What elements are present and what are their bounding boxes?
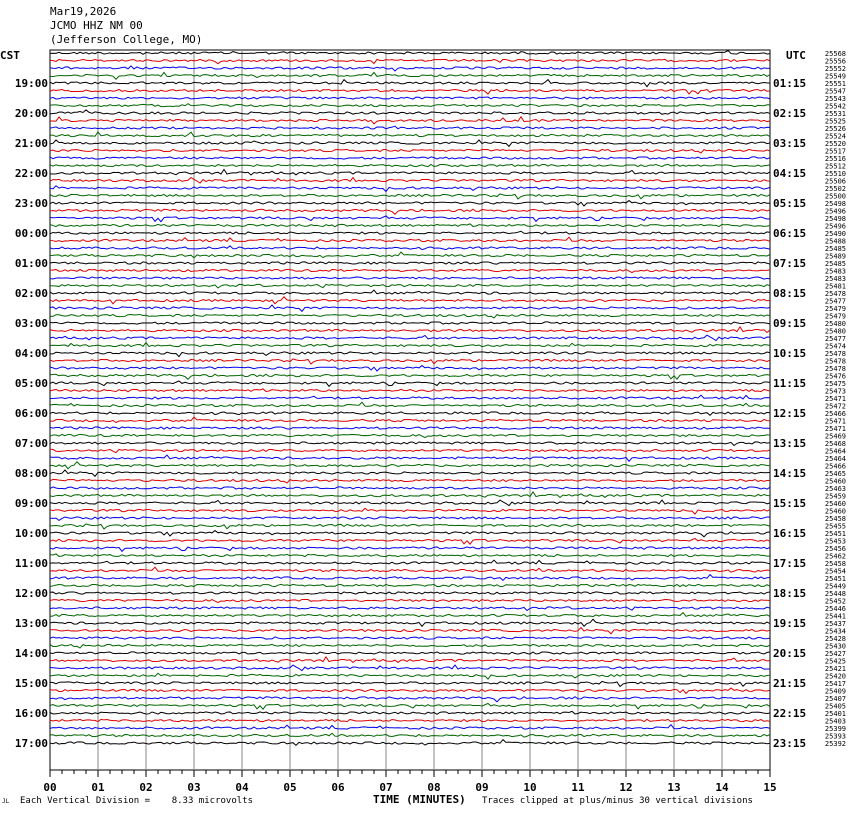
trace-count-label: 25526 [824, 125, 846, 133]
seismic-trace [50, 402, 770, 406]
trace-count-label: 25531 [824, 110, 846, 118]
x-tick-label: 03 [187, 781, 201, 794]
trace-count-label: 25466 [824, 462, 846, 471]
trace-count-label: 25490 [824, 230, 846, 238]
trace-count-label: 25472 [824, 402, 846, 411]
seismic-trace [50, 725, 770, 729]
seismic-trace [50, 352, 770, 357]
seismic-trace [50, 554, 770, 557]
seismic-trace [50, 427, 770, 429]
trace-count-label: 25481 [824, 282, 846, 291]
seismic-trace [50, 733, 770, 737]
seismic-trace [50, 209, 770, 214]
right-hour-label: 06:15 [773, 227, 807, 240]
trace-count-label: 25496 [824, 222, 846, 231]
seismic-trace [50, 599, 770, 602]
trace-count-label: 25464 [824, 455, 846, 463]
seismic-trace [50, 335, 770, 341]
x-tick-label: 11 [571, 781, 585, 794]
right-timezone-label: UTC [786, 49, 806, 62]
trace-count-label: 25454 [824, 567, 846, 576]
left-hour-label: 10:00 [14, 527, 48, 540]
trace-count-label: 25460 [824, 500, 846, 508]
right-hour-label: 18:15 [773, 587, 807, 600]
seismic-trace [50, 665, 770, 671]
trace-count-label: 25428 [824, 635, 846, 643]
x-tick-label: 09 [475, 781, 489, 794]
left-hour-label: 07:00 [14, 437, 48, 450]
trace-count-label: 25480 [824, 320, 846, 328]
trace-count-label: 25417 [824, 680, 846, 688]
left-hour-label: 15:00 [14, 677, 48, 690]
left-hour-label: 01:00 [14, 257, 48, 270]
trace-count-label: 25471 [824, 395, 846, 403]
left-hour-label: 05:00 [14, 377, 48, 390]
seismic-trace [50, 412, 770, 416]
trace-count-label: 25478 [824, 357, 846, 366]
seismic-trace [50, 80, 770, 87]
seismic-trace [50, 262, 770, 264]
right-hour-label: 04:15 [773, 167, 807, 180]
trace-count-label: 25401 [824, 710, 846, 718]
trace-count-label: 25434 [824, 627, 846, 636]
seismic-trace [50, 343, 770, 347]
seismic-trace [50, 50, 770, 54]
seismic-trace [50, 366, 770, 371]
right-hour-label: 22:15 [773, 707, 807, 720]
station-code: JCMO HHZ NM 00 [50, 19, 143, 32]
seismic-trace [50, 59, 770, 63]
trace-count-label: 25452 [824, 597, 846, 606]
right-hour-label: 12:15 [773, 407, 807, 420]
trace-count-label: 25427 [824, 650, 846, 658]
trace-count-label: 25421 [824, 665, 846, 673]
trace-count-label: 25393 [824, 732, 846, 741]
seismic-trace [50, 395, 770, 399]
left-hour-label: 14:00 [14, 647, 48, 660]
trace-count-label: 25496 [824, 207, 846, 216]
trace-count-label: 25455 [824, 522, 846, 531]
seismic-trace [50, 592, 770, 594]
trace-count-label: 25459 [824, 492, 846, 501]
left-hour-label: 08:00 [14, 467, 48, 480]
right-hour-label: 10:15 [773, 347, 807, 360]
seismic-trace [50, 381, 770, 386]
seismic-trace [50, 201, 770, 206]
seismic-trace [50, 487, 770, 489]
trace-count-label: 25449 [824, 582, 846, 591]
x-tick-label: 01 [91, 781, 105, 794]
trace-count-label: 25477 [824, 335, 846, 343]
x-tick-label: 02 [139, 781, 153, 794]
x-tick-label: 08 [427, 781, 441, 794]
seismic-trace [50, 560, 770, 564]
x-tick-label: 04 [235, 781, 249, 794]
trace-count-label: 25543 [824, 95, 846, 103]
corner-mark: JL [2, 798, 10, 805]
trace-count-label: 25407 [824, 695, 846, 703]
seismic-trace [50, 194, 770, 199]
trace-count-label: 25403 [824, 717, 846, 726]
plot-date: Mar19,2026 [50, 5, 117, 18]
trace-count-label: 25483 [824, 275, 846, 283]
seismic-trace [50, 575, 770, 581]
trace-count-label: 25471 [824, 417, 846, 426]
trace-count-label: 25551 [824, 80, 846, 88]
trace-count-label: 25488 [824, 237, 846, 246]
seismic-trace [50, 72, 770, 79]
trace-count-label: 25524 [824, 132, 846, 141]
seismic-trace [50, 327, 770, 333]
seismic-trace [50, 246, 770, 250]
seismic-trace [50, 470, 770, 476]
right-hour-label: 11:15 [773, 377, 807, 390]
seismic-trace [50, 652, 770, 654]
trace-count-label: 25556 [824, 57, 846, 66]
trace-count-label: 25468 [824, 440, 846, 448]
seismic-trace [50, 322, 770, 324]
right-hour-label: 01:15 [773, 77, 807, 90]
seismic-trace [50, 89, 770, 94]
seismic-trace [50, 359, 770, 364]
seismic-trace [50, 374, 770, 379]
seismic-trace [50, 688, 770, 693]
left-hour-label: 22:00 [14, 167, 48, 180]
trace-count-label: 25485 [824, 260, 846, 268]
trace-count-label: 25446 [824, 605, 846, 613]
seismic-trace [50, 169, 770, 175]
trace-count-label: 25510 [824, 170, 846, 178]
seismic-trace [50, 237, 770, 241]
left-hour-label: 17:00 [14, 737, 48, 750]
trace-count-label: 25479 [824, 312, 846, 321]
x-axis-title: TIME (MINUTES) [373, 793, 466, 806]
trace-count-label: 25448 [824, 590, 846, 598]
right-hour-label: 23:15 [773, 737, 807, 750]
seismic-trace [50, 524, 770, 529]
trace-count-label: 25479 [824, 305, 846, 313]
x-tick-label: 00 [43, 781, 57, 794]
seismic-trace [50, 314, 770, 318]
seismic-trace [50, 449, 770, 452]
seismic-trace [50, 277, 770, 279]
seismic-trace [50, 637, 770, 639]
seismic-trace [50, 711, 770, 714]
trace-count-label: 25425 [824, 657, 846, 666]
trace-count-label: 25451 [824, 575, 846, 583]
trace-count-label: 25476 [824, 372, 846, 381]
left-hour-label: 09:00 [14, 497, 48, 510]
trace-count-label: 25464 [824, 447, 846, 456]
seismic-trace [50, 110, 770, 114]
seismic-trace [50, 140, 770, 146]
seismic-trace [50, 492, 770, 498]
station-location: (Jefferson College, MO) [50, 33, 203, 46]
trace-count-label: 25466 [824, 410, 846, 418]
trace-count-label: 25441 [824, 612, 846, 621]
trace-count-label: 25451 [824, 530, 846, 538]
seismic-trace [50, 644, 770, 648]
left-timezone-label: CST [0, 49, 20, 62]
x-tick-label: 10 [523, 781, 537, 794]
seismic-trace [50, 284, 770, 288]
seismic-trace [50, 216, 770, 222]
trace-count-label: 25498 [824, 215, 846, 223]
seismic-trace [50, 252, 770, 258]
left-hour-label: 23:00 [14, 197, 48, 210]
right-hour-label: 15:15 [773, 497, 807, 510]
seismic-trace [50, 567, 770, 572]
trace-count-label: 25502 [824, 185, 846, 193]
trace-count-label: 25478 [824, 290, 846, 298]
left-hour-label: 13:00 [14, 617, 48, 630]
seismic-trace [50, 538, 770, 544]
clip-note: Traces clipped at plus/minus 30 vertical divisions [482, 796, 753, 806]
seismic-trace [50, 547, 770, 551]
right-hour-label: 02:15 [773, 107, 807, 120]
seismic-trace [50, 224, 770, 227]
trace-count-label: 25500 [824, 192, 846, 201]
trace-count-label: 25399 [824, 725, 846, 733]
trace-count-label: 25458 [824, 515, 846, 523]
seismic-trace [50, 389, 770, 392]
right-hour-label: 20:15 [773, 647, 807, 660]
seismic-trace [50, 508, 770, 514]
x-tick-label: 13 [667, 781, 681, 794]
seismic-trace [50, 628, 770, 634]
seismic-trace [50, 434, 770, 437]
left-hour-label: 03:00 [14, 317, 48, 330]
trace-count-label: 25498 [824, 200, 846, 208]
trace-count-label: 25568 [824, 50, 846, 58]
x-tick-label: 15 [763, 781, 777, 794]
trace-count-label: 25542 [824, 102, 846, 111]
seismic-trace [50, 584, 770, 586]
seismic-trace [50, 231, 770, 234]
trace-count-label: 25474 [824, 342, 846, 351]
trace-count-label: 25547 [824, 87, 846, 96]
right-hour-label: 19:15 [773, 617, 807, 630]
trace-count-label: 25552 [824, 65, 846, 73]
seismic-trace [50, 305, 770, 311]
left-hour-label: 11:00 [14, 557, 48, 570]
right-hour-label: 08:15 [773, 287, 807, 300]
trace-count-label: 25458 [824, 560, 846, 568]
right-hour-label: 14:15 [773, 467, 807, 480]
trace-count-label: 25430 [824, 642, 846, 651]
trace-count-label: 25517 [824, 147, 846, 156]
right-hour-label: 13:15 [773, 437, 807, 450]
seismic-trace [50, 132, 770, 137]
seismic-trace [50, 164, 770, 166]
seismic-trace [50, 462, 770, 469]
trace-count-label: 25392 [824, 740, 846, 748]
seismic-trace [50, 613, 770, 617]
seismic-trace [50, 673, 770, 679]
right-hour-label: 07:15 [773, 257, 807, 270]
seismic-trace [50, 531, 770, 537]
trace-count-label: 25465 [824, 470, 846, 478]
trace-count-label: 25456 [824, 545, 846, 553]
seismic-trace [50, 681, 770, 686]
trace-count-label: 25409 [824, 687, 846, 696]
seismic-trace [50, 417, 770, 423]
seismic-trace [50, 719, 770, 722]
scale-note: Each Vertical Division = 8.33 microvolts [20, 796, 253, 806]
right-hour-label: 17:15 [773, 557, 807, 570]
trace-count-label: 25525 [824, 117, 846, 126]
x-tick-label: 05 [283, 781, 297, 794]
trace-count-label: 25489 [824, 252, 846, 261]
seismic-trace [50, 117, 770, 124]
seismic-trace [50, 178, 770, 184]
seismic-trace [50, 126, 770, 129]
trace-count-label: 25477 [824, 297, 846, 306]
trace-count-label: 25478 [824, 365, 846, 373]
trace-count-label: 25549 [824, 72, 846, 81]
seismic-trace [50, 66, 770, 71]
seismic-trace [50, 455, 770, 461]
right-hour-label: 21:15 [773, 677, 807, 690]
trace-count-label: 25460 [824, 477, 846, 486]
x-tick-label: 06 [331, 781, 345, 794]
left-hour-label: 21:00 [14, 137, 48, 150]
trace-count-label: 25437 [824, 620, 846, 628]
trace-count-label: 25520 [824, 140, 846, 148]
seismic-trace [50, 104, 770, 107]
seismic-trace [50, 619, 770, 626]
seismic-trace [50, 149, 770, 153]
trace-count-label: 25469 [824, 432, 846, 441]
right-hour-label: 05:15 [773, 197, 807, 210]
trace-count-label: 25480 [824, 327, 846, 336]
seismic-trace [50, 500, 770, 506]
seismic-trace [50, 479, 770, 483]
seismic-trace [50, 657, 770, 663]
seismic-trace [50, 740, 770, 746]
seismic-trace [50, 703, 770, 709]
x-tick-label: 12 [619, 781, 633, 794]
left-hour-label: 04:00 [14, 347, 48, 360]
trace-count-label: 25485 [824, 245, 846, 253]
seismic-trace [50, 186, 770, 192]
trace-count-label: 25516 [824, 155, 846, 163]
trace-count-label: 25420 [824, 672, 846, 681]
seismic-trace [50, 269, 770, 272]
trace-count-label: 25405 [824, 702, 846, 711]
trace-count-label: 25478 [824, 350, 846, 358]
seismic-trace [50, 297, 770, 304]
seismic-trace [50, 442, 770, 446]
trace-count-label: 25506 [824, 177, 846, 186]
x-tick-label: 14 [715, 781, 729, 794]
seismic-trace [50, 97, 770, 99]
seismic-trace [50, 697, 770, 702]
trace-count-label: 25512 [824, 162, 846, 171]
trace-count-label: 25471 [824, 425, 846, 433]
left-hour-label: 20:00 [14, 107, 48, 120]
seismic-trace [50, 607, 770, 611]
trace-count-label: 25453 [824, 537, 846, 546]
trace-count-label: 25483 [824, 267, 846, 276]
trace-count-label: 25462 [824, 552, 846, 561]
seismic-trace [50, 290, 770, 294]
seismic-trace [50, 157, 770, 159]
left-hour-label: 02:00 [14, 287, 48, 300]
left-hour-label: 19:00 [14, 77, 48, 90]
trace-count-label: 25460 [824, 507, 846, 516]
right-hour-label: 09:15 [773, 317, 807, 330]
right-hour-label: 03:15 [773, 137, 807, 150]
trace-count-label: 25473 [824, 387, 846, 396]
right-hour-label: 16:15 [773, 527, 807, 540]
x-tick-label: 07 [379, 781, 393, 794]
trace-count-label: 25463 [824, 485, 846, 493]
seismic-trace [50, 517, 770, 521]
left-hour-label: 12:00 [14, 587, 48, 600]
left-hour-label: 00:00 [14, 227, 48, 240]
left-hour-label: 16:00 [14, 707, 48, 720]
trace-count-label: 25475 [824, 380, 846, 388]
left-hour-label: 06:00 [14, 407, 48, 420]
